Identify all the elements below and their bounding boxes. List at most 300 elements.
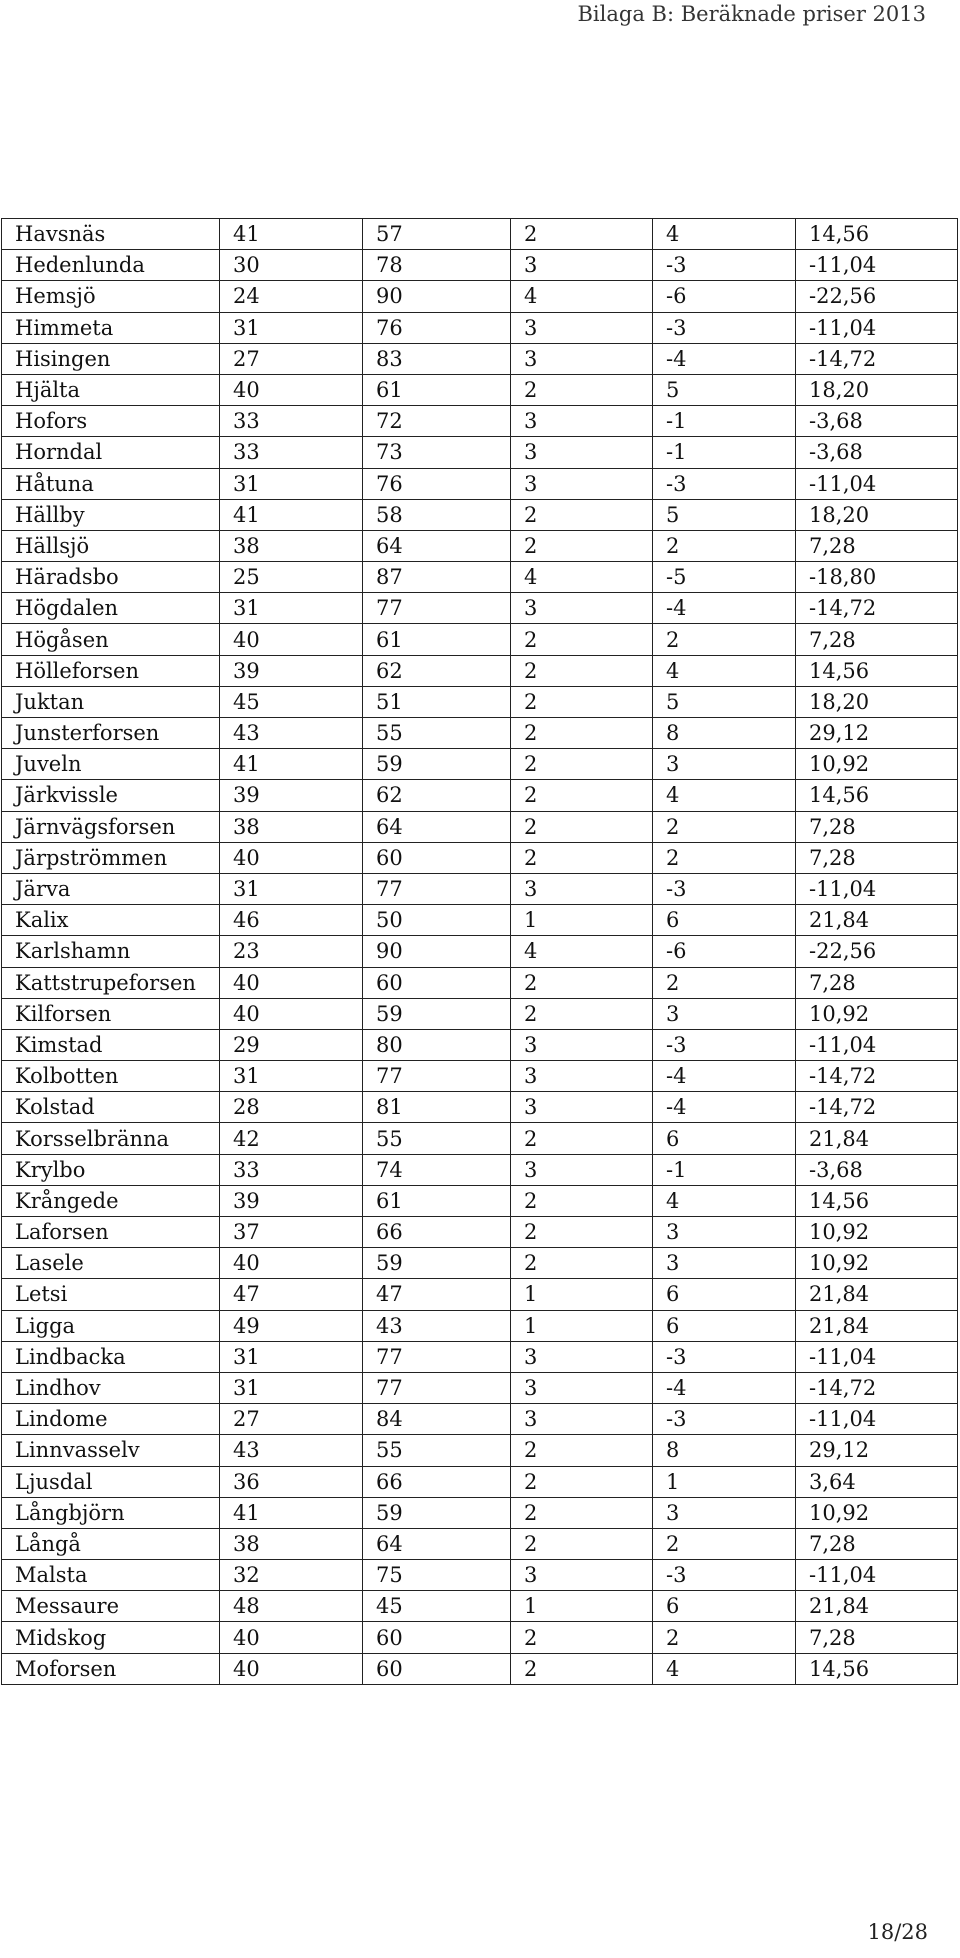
price-cell: 7,28 <box>796 1528 958 1559</box>
value-cell-1: 33 <box>220 406 363 437</box>
value-cell-4: -6 <box>653 281 796 312</box>
value-cell-3: 2 <box>511 967 653 998</box>
value-cell-4: 3 <box>653 1497 796 1528</box>
value-cell-4: 8 <box>653 1435 796 1466</box>
price-cell: -22,56 <box>796 281 958 312</box>
price-cell: -3,68 <box>796 437 958 468</box>
location-cell: Hölleforsen <box>2 655 220 686</box>
value-cell-1: 41 <box>220 749 363 780</box>
value-cell-1: 31 <box>220 468 363 499</box>
value-cell-4: -1 <box>653 406 796 437</box>
location-cell: Kolbotten <box>2 1061 220 1092</box>
value-cell-1: 38 <box>220 1528 363 1559</box>
value-cell-2: 90 <box>363 936 511 967</box>
value-cell-2: 58 <box>363 499 511 530</box>
value-cell-4: -4 <box>653 1372 796 1403</box>
value-cell-3: 2 <box>511 1248 653 1279</box>
value-cell-4: 3 <box>653 1217 796 1248</box>
location-cell: Messaure <box>2 1591 220 1622</box>
value-cell-2: 57 <box>363 219 511 250</box>
value-cell-3: 1 <box>511 905 653 936</box>
value-cell-3: 2 <box>511 499 653 530</box>
value-cell-3: 4 <box>511 936 653 967</box>
value-cell-4: 4 <box>653 655 796 686</box>
location-cell: Hisingen <box>2 343 220 374</box>
price-cell: 7,28 <box>796 811 958 842</box>
value-cell-2: 77 <box>363 1341 511 1372</box>
price-cell: -14,72 <box>796 1372 958 1403</box>
value-cell-2: 61 <box>363 624 511 655</box>
value-cell-2: 60 <box>363 1653 511 1684</box>
table-row <box>2 1622 958 1653</box>
location-cell: Junsterforsen <box>2 718 220 749</box>
value-cell-3: 2 <box>511 998 653 1029</box>
value-cell-3: 3 <box>511 468 653 499</box>
value-cell-4: -5 <box>653 562 796 593</box>
value-cell-3: 3 <box>511 593 653 624</box>
value-cell-3: 2 <box>511 624 653 655</box>
value-cell-1: 39 <box>220 655 363 686</box>
location-cell: Häradsbo <box>2 562 220 593</box>
value-cell-4: 8 <box>653 718 796 749</box>
value-cell-1: 33 <box>220 437 363 468</box>
value-cell-3: 2 <box>511 718 653 749</box>
price-cell: -18,80 <box>796 562 958 593</box>
value-cell-2: 60 <box>363 967 511 998</box>
table-row <box>2 1061 958 1092</box>
location-cell: Hällsjö <box>2 530 220 561</box>
price-cell: -14,72 <box>796 1092 958 1123</box>
value-cell-4: 4 <box>653 1185 796 1216</box>
value-cell-4: -3 <box>653 468 796 499</box>
table-row <box>2 1372 958 1403</box>
value-cell-4: -3 <box>653 873 796 904</box>
table-row <box>2 1029 958 1060</box>
value-cell-2: 47 <box>363 1279 511 1310</box>
table-row <box>2 1404 958 1435</box>
value-cell-2: 77 <box>363 1372 511 1403</box>
price-cell: -22,56 <box>796 936 958 967</box>
value-cell-2: 55 <box>363 1123 511 1154</box>
location-cell: Korsselbränna <box>2 1123 220 1154</box>
value-cell-4: 3 <box>653 1248 796 1279</box>
value-cell-3: 2 <box>511 1217 653 1248</box>
price-cell: -11,04 <box>796 1341 958 1372</box>
table-row <box>2 1560 958 1591</box>
value-cell-2: 87 <box>363 562 511 593</box>
value-cell-3: 3 <box>511 1372 653 1403</box>
price-cell: -11,04 <box>796 1560 958 1591</box>
value-cell-1: 37 <box>220 1217 363 1248</box>
value-cell-2: 61 <box>363 1185 511 1216</box>
location-cell: Järva <box>2 873 220 904</box>
location-cell: Järkvissle <box>2 780 220 811</box>
table-row <box>2 1528 958 1559</box>
value-cell-4: 2 <box>653 842 796 873</box>
table-row <box>2 1279 958 1310</box>
price-cell: -11,04 <box>796 1029 958 1060</box>
price-cell: 7,28 <box>796 842 958 873</box>
value-cell-2: 45 <box>363 1591 511 1622</box>
table-row <box>2 811 958 842</box>
price-cell: 21,84 <box>796 1310 958 1341</box>
value-cell-2: 62 <box>363 655 511 686</box>
location-cell: Hemsjö <box>2 281 220 312</box>
price-cell: 7,28 <box>796 530 958 561</box>
value-cell-1: 31 <box>220 1061 363 1092</box>
value-cell-4: 2 <box>653 1528 796 1559</box>
table-row <box>2 1466 958 1497</box>
table-row <box>2 562 958 593</box>
table-row <box>2 967 958 998</box>
value-cell-1: 41 <box>220 219 363 250</box>
table-row <box>2 686 958 717</box>
value-cell-4: 2 <box>653 811 796 842</box>
value-cell-3: 3 <box>511 406 653 437</box>
location-cell: Karlshamn <box>2 936 220 967</box>
value-cell-3: 2 <box>511 1497 653 1528</box>
value-cell-3: 2 <box>511 1185 653 1216</box>
table-row <box>2 998 958 1029</box>
value-cell-3: 3 <box>511 873 653 904</box>
price-cell: 14,56 <box>796 780 958 811</box>
value-cell-3: 2 <box>511 530 653 561</box>
value-cell-4: 4 <box>653 1653 796 1684</box>
value-cell-3: 2 <box>511 1435 653 1466</box>
location-cell: Hedenlunda <box>2 250 220 281</box>
value-cell-1: 46 <box>220 905 363 936</box>
table-row <box>2 1435 958 1466</box>
value-cell-1: 40 <box>220 374 363 405</box>
value-cell-3: 2 <box>511 842 653 873</box>
value-cell-3: 1 <box>511 1591 653 1622</box>
table-row <box>2 219 958 250</box>
table-row <box>2 718 958 749</box>
price-cell: -11,04 <box>796 312 958 343</box>
value-cell-4: 3 <box>653 998 796 1029</box>
value-cell-1: 38 <box>220 530 363 561</box>
price-cell: 10,92 <box>796 998 958 1029</box>
table-row <box>2 343 958 374</box>
page-number: 18/28 <box>867 1920 928 1944</box>
value-cell-2: 75 <box>363 1560 511 1591</box>
value-cell-4: -3 <box>653 1404 796 1435</box>
location-cell: Järpströmmen <box>2 842 220 873</box>
value-cell-2: 43 <box>363 1310 511 1341</box>
value-cell-1: 40 <box>220 1653 363 1684</box>
value-cell-1: 40 <box>220 842 363 873</box>
value-cell-1: 42 <box>220 1123 363 1154</box>
value-cell-1: 40 <box>220 624 363 655</box>
table-row <box>2 1310 958 1341</box>
table-row <box>2 873 958 904</box>
value-cell-2: 74 <box>363 1154 511 1185</box>
location-cell: Lindhov <box>2 1372 220 1403</box>
value-cell-3: 3 <box>511 1341 653 1372</box>
value-cell-3: 3 <box>511 1029 653 1060</box>
table-row <box>2 530 958 561</box>
value-cell-4: 5 <box>653 686 796 717</box>
value-cell-2: 90 <box>363 281 511 312</box>
value-cell-2: 59 <box>363 998 511 1029</box>
table-row <box>2 250 958 281</box>
table-row <box>2 281 958 312</box>
location-cell: Krångede <box>2 1185 220 1216</box>
price-cell: -14,72 <box>796 593 958 624</box>
price-cell: -3,68 <box>796 406 958 437</box>
value-cell-1: 41 <box>220 499 363 530</box>
value-cell-3: 3 <box>511 343 653 374</box>
value-cell-4: -4 <box>653 1092 796 1123</box>
value-cell-4: -3 <box>653 1341 796 1372</box>
value-cell-4: -3 <box>653 312 796 343</box>
table-row <box>2 468 958 499</box>
value-cell-4: 4 <box>653 780 796 811</box>
price-cell: 21,84 <box>796 1123 958 1154</box>
value-cell-3: 3 <box>511 312 653 343</box>
location-cell: Hofors <box>2 406 220 437</box>
value-cell-1: 31 <box>220 1372 363 1403</box>
value-cell-3: 2 <box>511 655 653 686</box>
table-row <box>2 749 958 780</box>
table-row <box>2 1248 958 1279</box>
value-cell-2: 64 <box>363 811 511 842</box>
price-cell: 29,12 <box>796 718 958 749</box>
price-cell: -11,04 <box>796 250 958 281</box>
value-cell-3: 4 <box>511 562 653 593</box>
price-cell: -3,68 <box>796 1154 958 1185</box>
value-cell-1: 41 <box>220 1497 363 1528</box>
table-row <box>2 780 958 811</box>
table-row <box>2 499 958 530</box>
location-cell: Midskog <box>2 1622 220 1653</box>
price-cell: 10,92 <box>796 1248 958 1279</box>
value-cell-4: 1 <box>653 1466 796 1497</box>
value-cell-1: 43 <box>220 718 363 749</box>
value-cell-1: 27 <box>220 1404 363 1435</box>
value-cell-3: 4 <box>511 281 653 312</box>
price-cell: 7,28 <box>796 1622 958 1653</box>
price-cell: 29,12 <box>796 1435 958 1466</box>
value-cell-1: 47 <box>220 1279 363 1310</box>
table-row <box>2 624 958 655</box>
value-cell-4: 2 <box>653 967 796 998</box>
value-cell-4: 5 <box>653 499 796 530</box>
value-cell-1: 40 <box>220 1622 363 1653</box>
location-cell: Letsi <box>2 1279 220 1310</box>
price-cell: 21,84 <box>796 1279 958 1310</box>
value-cell-3: 2 <box>511 219 653 250</box>
value-cell-1: 36 <box>220 1466 363 1497</box>
value-cell-2: 77 <box>363 1061 511 1092</box>
value-cell-2: 64 <box>363 530 511 561</box>
value-cell-1: 31 <box>220 593 363 624</box>
table-row <box>2 1341 958 1372</box>
value-cell-2: 64 <box>363 1528 511 1559</box>
location-cell: Havsnäs <box>2 219 220 250</box>
value-cell-1: 39 <box>220 1185 363 1216</box>
value-cell-1: 33 <box>220 1154 363 1185</box>
price-cell: 7,28 <box>796 624 958 655</box>
table-row <box>2 842 958 873</box>
location-cell: Ligga <box>2 1310 220 1341</box>
location-cell: Långå <box>2 1528 220 1559</box>
value-cell-3: 1 <box>511 1310 653 1341</box>
location-cell: Krylbo <box>2 1154 220 1185</box>
value-cell-4: -4 <box>653 1061 796 1092</box>
location-cell: Malsta <box>2 1560 220 1591</box>
value-cell-2: 62 <box>363 780 511 811</box>
value-cell-1: 31 <box>220 873 363 904</box>
value-cell-4: -3 <box>653 1029 796 1060</box>
table-row <box>2 905 958 936</box>
value-cell-2: 59 <box>363 1248 511 1279</box>
table-row <box>2 374 958 405</box>
value-cell-2: 55 <box>363 718 511 749</box>
value-cell-2: 59 <box>363 749 511 780</box>
table-row <box>2 1185 958 1216</box>
value-cell-1: 30 <box>220 250 363 281</box>
location-cell: Juktan <box>2 686 220 717</box>
value-cell-1: 25 <box>220 562 363 593</box>
value-cell-1: 40 <box>220 1248 363 1279</box>
value-cell-3: 3 <box>511 1061 653 1092</box>
value-cell-3: 1 <box>511 1279 653 1310</box>
value-cell-2: 84 <box>363 1404 511 1435</box>
value-cell-2: 81 <box>363 1092 511 1123</box>
value-cell-4: 3 <box>653 749 796 780</box>
location-cell: Juveln <box>2 749 220 780</box>
location-cell: Högåsen <box>2 624 220 655</box>
value-cell-2: 76 <box>363 312 511 343</box>
value-cell-3: 2 <box>511 1622 653 1653</box>
price-cell: 18,20 <box>796 499 958 530</box>
location-cell: Himmeta <box>2 312 220 343</box>
value-cell-2: 78 <box>363 250 511 281</box>
value-cell-2: 61 <box>363 374 511 405</box>
value-cell-4: -3 <box>653 250 796 281</box>
value-cell-2: 77 <box>363 873 511 904</box>
location-cell: Lindbacka <box>2 1341 220 1372</box>
location-cell: Hällby <box>2 499 220 530</box>
value-cell-2: 72 <box>363 406 511 437</box>
value-cell-3: 3 <box>511 250 653 281</box>
location-cell: Hjälta <box>2 374 220 405</box>
price-cell: 14,56 <box>796 655 958 686</box>
value-cell-4: 5 <box>653 374 796 405</box>
value-cell-1: 40 <box>220 998 363 1029</box>
value-cell-1: 48 <box>220 1591 363 1622</box>
location-cell: Kilforsen <box>2 998 220 1029</box>
value-cell-3: 2 <box>511 780 653 811</box>
price-cell: 10,92 <box>796 1217 958 1248</box>
table-row <box>2 1591 958 1622</box>
value-cell-1: 32 <box>220 1560 363 1591</box>
location-cell: Högdalen <box>2 593 220 624</box>
value-cell-1: 49 <box>220 1310 363 1341</box>
value-cell-1: 31 <box>220 1341 363 1372</box>
value-cell-3: 3 <box>511 1404 653 1435</box>
value-cell-4: 2 <box>653 624 796 655</box>
value-cell-1: 23 <box>220 936 363 967</box>
value-cell-4: 6 <box>653 1310 796 1341</box>
location-cell: Håtuna <box>2 468 220 499</box>
location-cell: Moforsen <box>2 1653 220 1684</box>
table-row <box>2 936 958 967</box>
table-row <box>2 655 958 686</box>
value-cell-3: 3 <box>511 1092 653 1123</box>
value-cell-3: 2 <box>511 749 653 780</box>
price-cell: 14,56 <box>796 219 958 250</box>
location-cell: Långbjörn <box>2 1497 220 1528</box>
value-cell-1: 38 <box>220 811 363 842</box>
value-cell-2: 55 <box>363 1435 511 1466</box>
value-cell-1: 45 <box>220 686 363 717</box>
value-cell-1: 28 <box>220 1092 363 1123</box>
price-cell: 3,64 <box>796 1466 958 1497</box>
location-cell: Järnvägsforsen <box>2 811 220 842</box>
value-cell-2: 60 <box>363 842 511 873</box>
value-cell-4: -1 <box>653 437 796 468</box>
table-row <box>2 1497 958 1528</box>
table-row <box>2 312 958 343</box>
table-row <box>2 1123 958 1154</box>
price-table-body <box>2 219 958 1685</box>
value-cell-4: 6 <box>653 1123 796 1154</box>
value-cell-2: 66 <box>363 1217 511 1248</box>
price-cell: 14,56 <box>796 1185 958 1216</box>
table-row <box>2 593 958 624</box>
table-row <box>2 1092 958 1123</box>
value-cell-3: 2 <box>511 374 653 405</box>
location-cell: Kalix <box>2 905 220 936</box>
value-cell-1: 29 <box>220 1029 363 1060</box>
location-cell: Laforsen <box>2 1217 220 1248</box>
value-cell-3: 2 <box>511 686 653 717</box>
value-cell-4: -1 <box>653 1154 796 1185</box>
value-cell-2: 59 <box>363 1497 511 1528</box>
value-cell-2: 51 <box>363 686 511 717</box>
price-cell: 18,20 <box>796 686 958 717</box>
price-cell: 7,28 <box>796 967 958 998</box>
price-cell: -14,72 <box>796 1061 958 1092</box>
price-cell: -11,04 <box>796 468 958 499</box>
value-cell-2: 60 <box>363 1622 511 1653</box>
price-cell: 21,84 <box>796 905 958 936</box>
value-cell-4: 2 <box>653 530 796 561</box>
value-cell-4: 6 <box>653 1591 796 1622</box>
price-cell: -11,04 <box>796 1404 958 1435</box>
value-cell-1: 31 <box>220 312 363 343</box>
price-cell: 10,92 <box>796 1497 958 1528</box>
value-cell-4: 6 <box>653 1279 796 1310</box>
location-cell: Kolstad <box>2 1092 220 1123</box>
table-row <box>2 437 958 468</box>
value-cell-3: 3 <box>511 1560 653 1591</box>
value-cell-1: 39 <box>220 780 363 811</box>
location-cell: Lasele <box>2 1248 220 1279</box>
location-cell: Lindome <box>2 1404 220 1435</box>
value-cell-2: 77 <box>363 593 511 624</box>
price-cell: 10,92 <box>796 749 958 780</box>
value-cell-4: -6 <box>653 936 796 967</box>
table-row <box>2 406 958 437</box>
page-header-title: Bilaga B: Beräknade priser 2013 <box>577 2 926 26</box>
value-cell-4: 4 <box>653 219 796 250</box>
value-cell-4: 2 <box>653 1622 796 1653</box>
table-row <box>2 1653 958 1684</box>
value-cell-3: 3 <box>511 437 653 468</box>
